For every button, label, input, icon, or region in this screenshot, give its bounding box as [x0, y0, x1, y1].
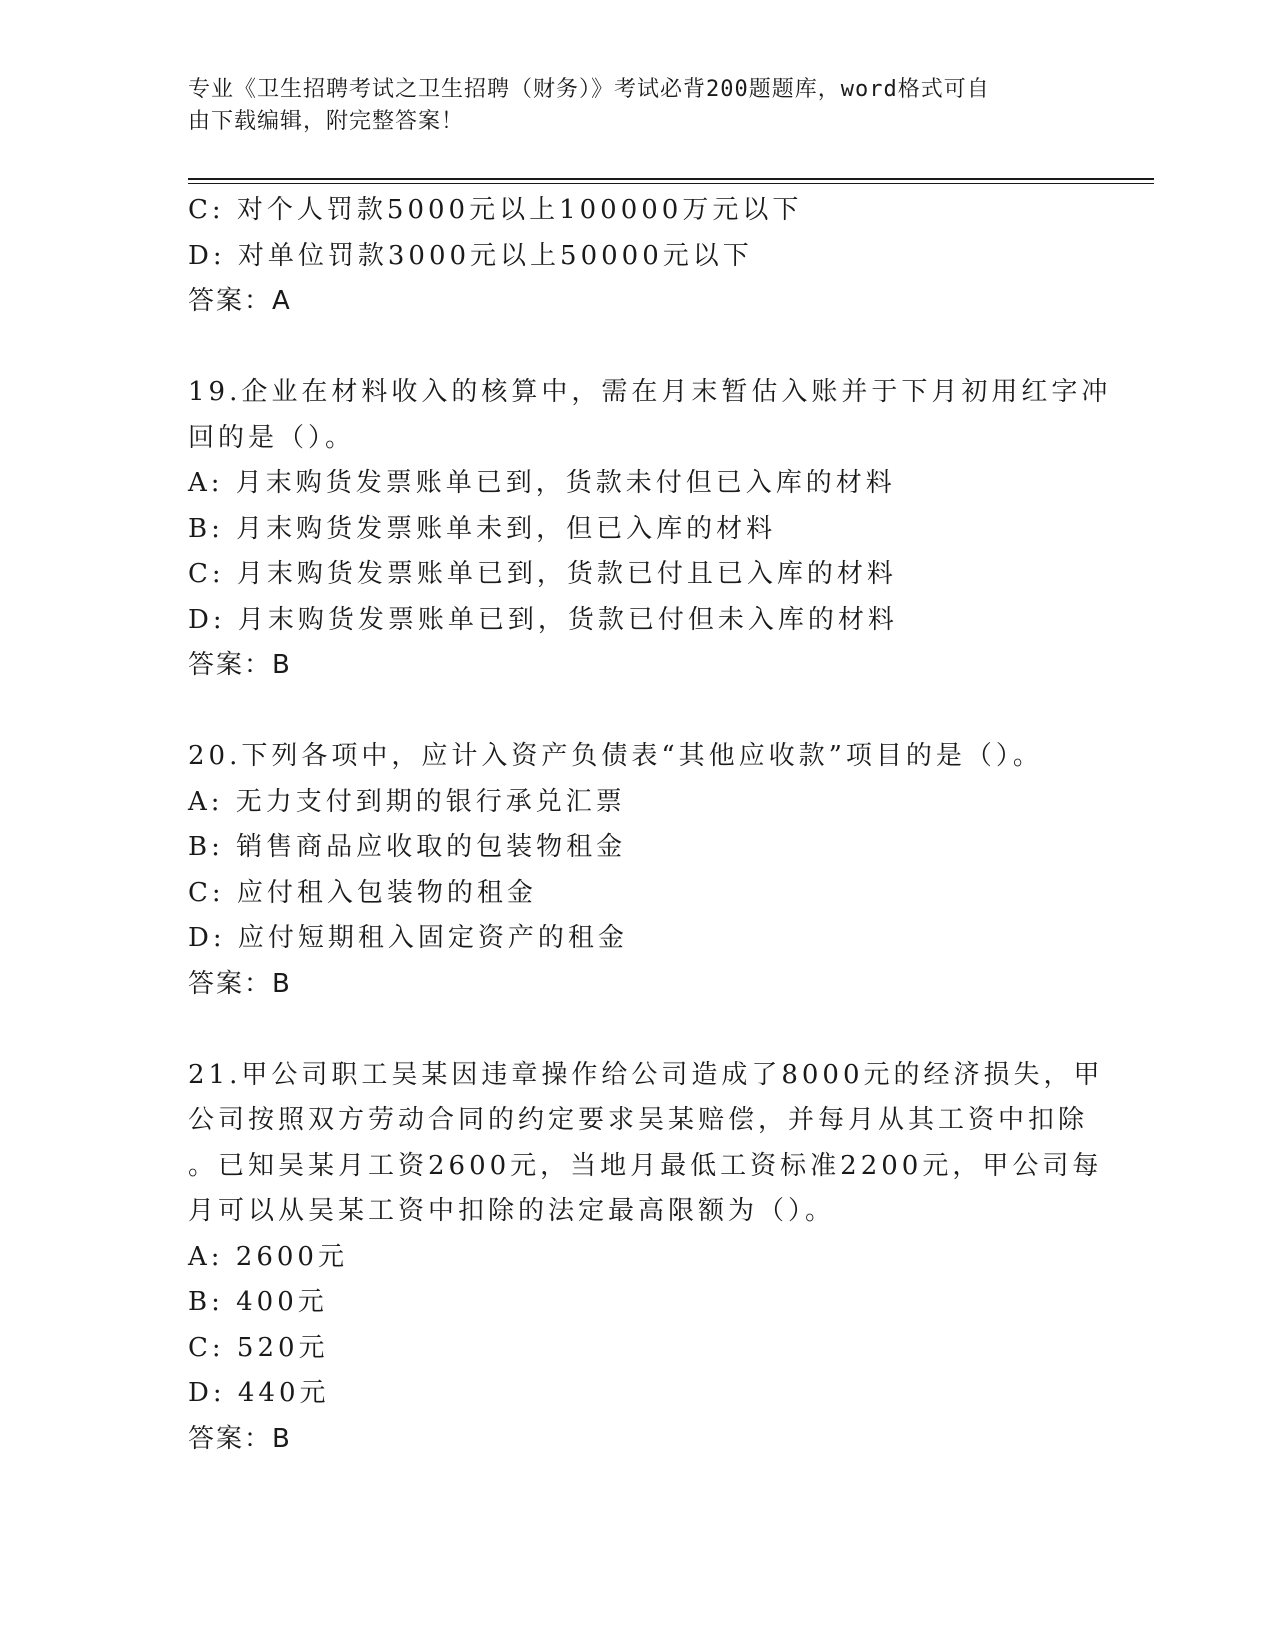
question-stem: 。已知吴某月工资2600元，当地月最低工资标准2200元，甲公司每 — [188, 1150, 1103, 1181]
option-a: A: 2600元 — [188, 1241, 348, 1272]
spacer — [188, 689, 1088, 735]
previous-question — [188, 188, 1088, 325]
option-b: B: 400元 — [188, 1287, 328, 1317]
question-stem: 21.甲公司职工吴某因违章操作给公司造成了8000元的经济损失，甲 — [188, 1059, 1104, 1090]
option-c: C: 520元 — [188, 1332, 329, 1363]
answer-line: 答案：B — [188, 968, 292, 999]
document-header — [188, 74, 1088, 138]
header-divider-thin — [188, 183, 1154, 184]
question-stem: 回的是（）。 — [188, 422, 356, 453]
question-stem: 20.下列各项中，应计入资产负债表“其他应收款”项目的是（）。 — [188, 741, 1043, 771]
question-list — [188, 188, 1112, 1462]
question-stem: 公司按照双方劳动合同的约定要求吴某赔偿，并每月从其工资中扣除 — [188, 1105, 1089, 1135]
option-d: D: 应付短期租入固定资产的租金 — [188, 923, 628, 953]
spacer — [188, 325, 1088, 371]
question-stem: 月可以从吴某工资中扣除的法定最高限额为（）。 — [188, 1196, 836, 1226]
header-divider — [188, 178, 1154, 180]
question-21 — [188, 1053, 1104, 1463]
answer-line: 答案：B — [188, 650, 292, 680]
option-c: C: 月末购货发票账单已到，货款已付且已入库的材料 — [188, 559, 897, 589]
option-a: A: 月末购货发票账单已到，货款未付但已入库的材料 — [188, 468, 896, 498]
option-d: D: 440元 — [188, 1378, 330, 1408]
answer-line: 答案：A — [188, 286, 292, 316]
answer-line: 答案：B — [188, 1423, 292, 1454]
spacer — [188, 1007, 1088, 1053]
option-d: D: 对单位罚款3000元以上50000元以下 — [188, 240, 753, 271]
option-a: A: 无力支付到期的银行承兑汇票 — [188, 786, 626, 817]
option-d: D: 月末购货发票账单已到，货款已付但未入库的材料 — [188, 604, 898, 635]
header-line-2: 由下载编辑，附完整答案！ — [188, 109, 465, 134]
option-c: C: 应付租入包装物的租金 — [188, 877, 537, 908]
option-c: C: 对个人罚款5000元以上100000万元以下 — [188, 195, 803, 225]
question-19 — [188, 370, 1112, 689]
question-20 — [188, 734, 1088, 1007]
option-b: B: 月末购货发票账单未到，但已入库的材料 — [188, 513, 777, 544]
option-b: B: 销售商品应收取的包装物租金 — [188, 832, 627, 862]
header-line-1: 专业《卫生招聘考试之卫生招聘（财务）》考试必背200题题库，word格式可自 — [188, 77, 990, 102]
question-stem: 19.企业在材料收入的核算中，需在月末暂估入账并于下月初用红字冲 — [188, 377, 1112, 407]
